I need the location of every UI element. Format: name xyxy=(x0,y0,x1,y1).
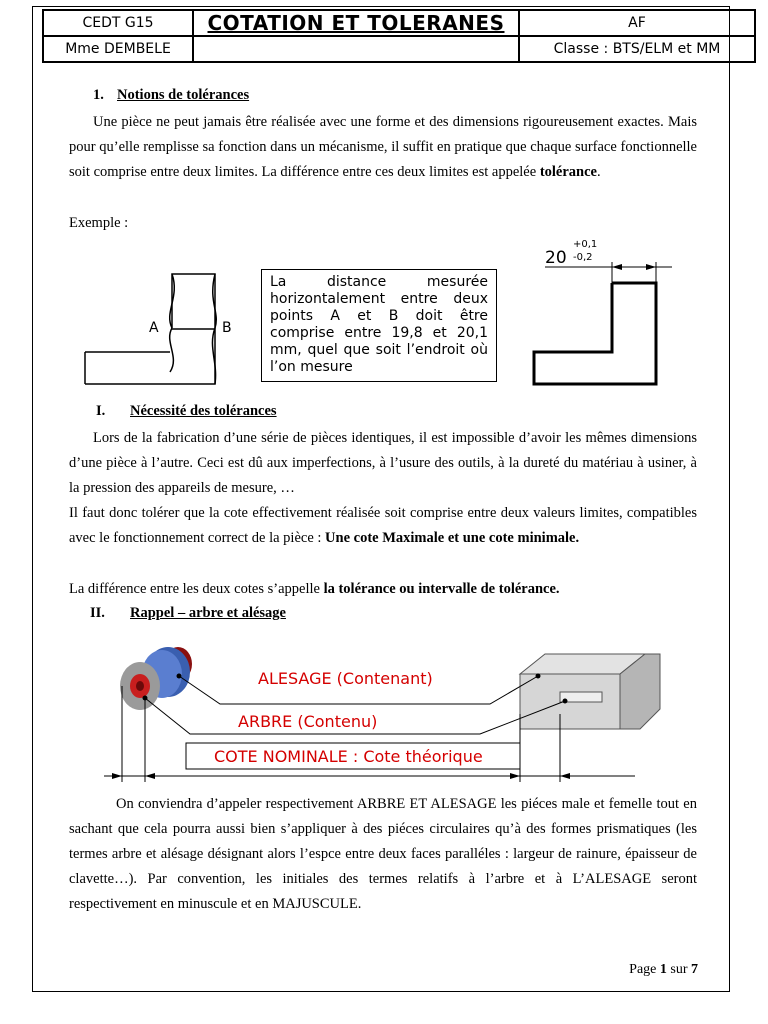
section2-paragraph2 xyxy=(69,501,697,551)
example-label: Exemple : xyxy=(69,215,129,231)
section1-end: . xyxy=(596,164,601,180)
dim-lower: -0,2 xyxy=(573,252,593,263)
section1-title: Notions de tolérances xyxy=(117,87,250,103)
section3-number: II. xyxy=(90,605,105,621)
header-code: CEDT G15 xyxy=(43,10,193,36)
header-middle xyxy=(193,36,519,62)
page-total: 7 xyxy=(691,962,698,977)
header-title: COTATION ET TOLERANES xyxy=(193,10,519,36)
section3-title: Rappel – arbre et alésage xyxy=(130,605,286,621)
section1-heading xyxy=(93,87,249,104)
header-teacher: Mme DEMBELE xyxy=(43,36,193,62)
section1-text: Une pièce ne peut jamais être réalisée avec une forme et des dimensions rigoureusement exactes. Mais pour qu’elle remplisse sa fonction dans un mécanisme, il suffit en pratique que chaque surface fonctionnelle soit comprise entre deux limites. La différence entre ces deux limites est appelée xyxy=(69,114,697,180)
section2-heading xyxy=(96,403,277,420)
header-table xyxy=(42,9,756,63)
tolerance-explanation-box xyxy=(261,269,497,382)
dimensioned-part-figure xyxy=(530,234,680,390)
page-number xyxy=(629,962,698,978)
shaft-bore-diagram xyxy=(100,634,665,784)
dim-upper: +0,1 xyxy=(573,239,598,250)
section1-paragraph xyxy=(69,110,697,185)
header-subject: AF xyxy=(519,10,755,36)
section3-heading xyxy=(90,605,286,622)
label-b: B xyxy=(222,320,232,336)
section2-title: Nécessité des tolérances xyxy=(130,403,277,419)
section1-bold: tolérance xyxy=(539,164,597,180)
dim-nominal: 20 xyxy=(545,248,567,268)
section2-paragraph3 xyxy=(69,577,697,602)
section2-para3-bold: la tolérance ou intervalle de tolérance. xyxy=(323,581,560,597)
section2-number: I. xyxy=(96,403,106,419)
page-of-label: sur xyxy=(670,962,688,977)
section1-number: 1. xyxy=(93,87,104,103)
section2-paragraph1: Lors de la fabrication d’une série de pièces identiques, il est impossible d’avoir les mêmes dimensions d’une pièce à l’autre. Ceci est dû aux imperfections, à l’usure des outils, à la dureté du matériau à usiner, à la pression des appareils de mesure, … xyxy=(69,430,697,496)
label-cote: COTE NOMINALE : Cote théorique xyxy=(214,747,483,766)
section2-para2-bold: Une cote Maximale et une cote minimale. xyxy=(325,530,580,546)
shaft-center xyxy=(136,681,144,691)
box-text: La distance mesurée horizontalement entre deux points A et B doit être comprise entre 19,8 et 20,1 mm, quel que soit l’endroit où l’on mesure xyxy=(270,274,488,375)
header-class: Classe : BTS/ELM et MM xyxy=(519,36,755,62)
label-a: A xyxy=(149,320,159,336)
page-label: Page xyxy=(629,962,657,977)
section3-paragraph: On conviendra d’appeler respectivement ARBRE ET ALESAGE les piéces male et femelle tout en sachant que cela pourra aussi bien s’appliquer à des piéces circulaires qu’à des formes prismatiques (les termes arbre et alésage désignant alors l’espce entre deux faces paralléles : largeur de rainure, épaisseur de clavette…). Par convention, les initiales des termes relatifs à l’arbre et à L’ALESAGE seront respectivement en minuscule et en MAJUSCULE. xyxy=(69,796,697,912)
label-arbre: ARBRE (Contenu) xyxy=(238,712,378,731)
tolerance-part-figure xyxy=(80,262,250,390)
page-current: 1 xyxy=(659,962,667,977)
section2-para3-text: La différence entre les deux cotes s’appelle xyxy=(69,581,320,597)
label-alesage: ALESAGE (Contenant) xyxy=(258,669,433,688)
section2-para2-text: Il faut donc tolérer que la cote effectivement réalisée soit comprise entre deux valeurs limites, compatibles avec le fonctionnement correct de la pièce : xyxy=(69,505,697,546)
